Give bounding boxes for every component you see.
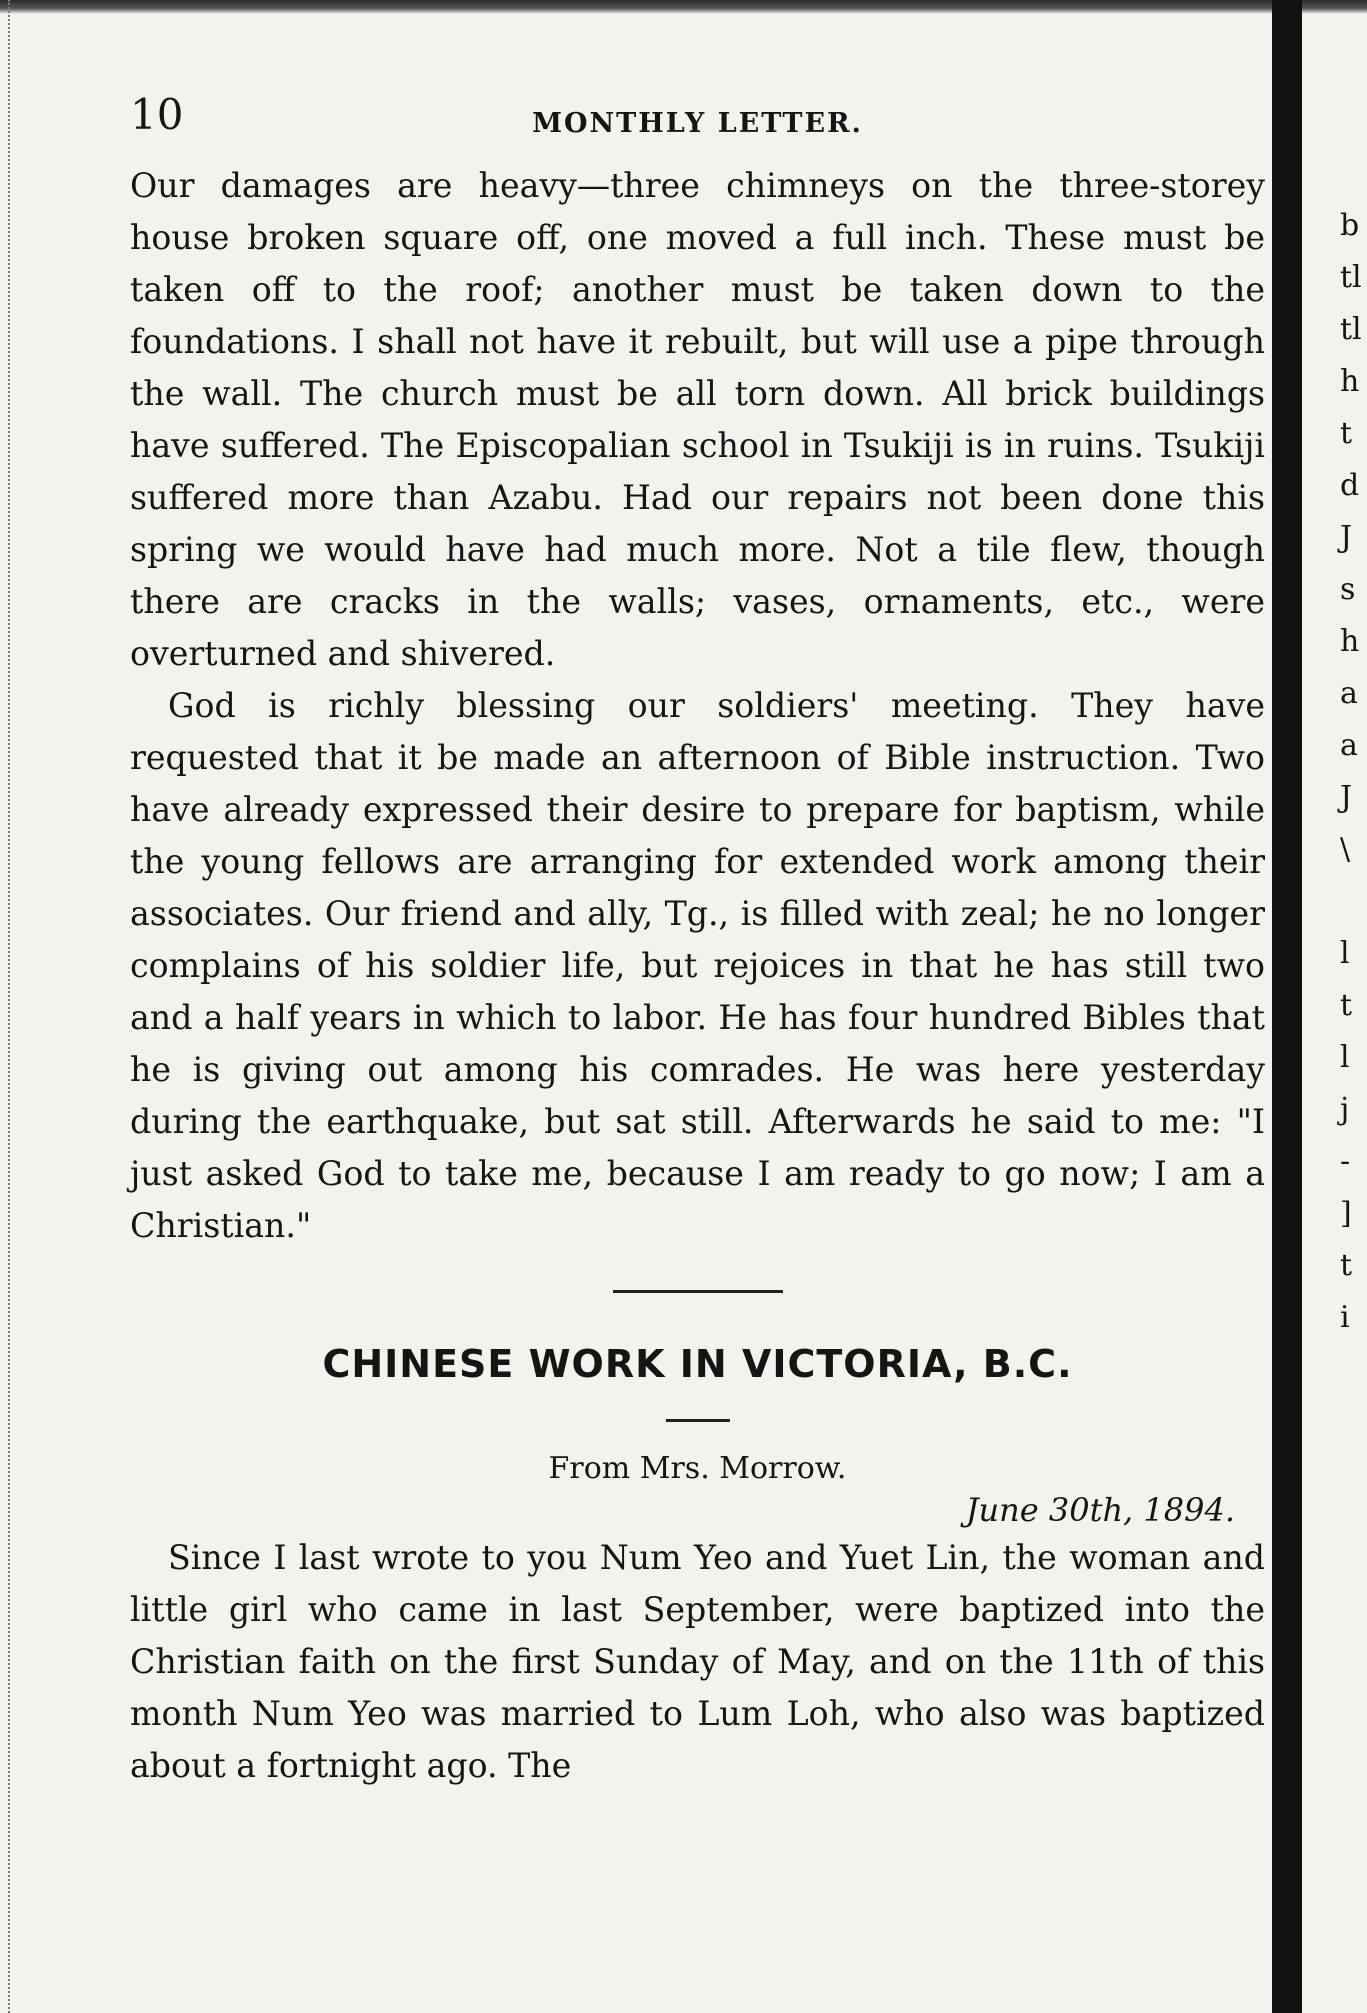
left-page-edge: [0, 0, 10, 2013]
byline: From Mrs. Morrow.: [548, 1451, 847, 1486]
facing-page-fragment: j: [1340, 1092, 1350, 1127]
page-header: [130, 90, 1265, 160]
paragraph-soldiers-meeting: God is richly blessing our soldiers' meeting. They have requested that it be made an afternoon of Bible instruction. Two have already expressed their desire to prepare for baptism, while the young fellows are arranging for extended work among their associates. Our friend and ally, Tg., is filled with zeal; he no longer complains of his soldier life, but rejoices in that he has still two and a half years in which to labor. He has four hundred Bibles that he is giving out among his comrades. He was here yesterday during the earthquake, but sat still. Afterwards he said to me: "I just asked God to take me, because I am ready to go now; I am a Christian.": [130, 686, 1265, 1245]
facing-page-fragment: t: [1340, 988, 1353, 1023]
book-spine-shadow: [1272, 0, 1302, 2013]
facing-page-fragment: tl: [1340, 260, 1362, 295]
section-divider: [613, 1290, 783, 1293]
facing-page-fragments: [1340, 200, 1367, 1344]
heading-divider: [666, 1419, 730, 1422]
facing-page-fragment: h: [1340, 364, 1360, 399]
facing-page-fragment: -: [1340, 1144, 1351, 1179]
top-edge-rule: [0, 0, 1367, 14]
paragraph-victoria: Since I last wrote to you Num Yeo and Yuet Lin, the woman and little girl who came in last September, were baptized into the Christian faith on the first Sunday of May, and on the 11th of this month Num Yeo was married to Lum Loh, who also was baptized about a fortnight ago. The: [130, 1538, 1265, 1785]
facing-page-fragment: h: [1340, 624, 1360, 659]
facing-page-fragment: l: [1340, 1040, 1350, 1075]
facing-page-fragment: \: [1340, 832, 1351, 867]
facing-page-fragment: b: [1340, 208, 1360, 243]
section-heading: CHINESE WORK IN VICTORIA, B.C.: [322, 1342, 1073, 1386]
facing-page-fragment: t: [1340, 1248, 1353, 1283]
facing-page-fragment: [1340, 876, 1367, 928]
facing-page-fragment: J: [1340, 520, 1353, 555]
facing-page-fragment: s: [1340, 572, 1356, 607]
body-text: [130, 160, 1265, 1792]
page-content: [130, 90, 1265, 1792]
facing-page-fragment: a: [1340, 676, 1358, 711]
facing-page-fragment: a: [1340, 728, 1358, 763]
running-title: MONTHLY LETTER.: [532, 108, 863, 139]
facing-page-fragment: t: [1340, 416, 1353, 451]
facing-page-fragment: l: [1340, 936, 1350, 971]
facing-page-fragment: d: [1340, 468, 1360, 503]
facing-page-fragment: tl: [1340, 312, 1362, 347]
dateline: June 30th, 1894.: [965, 1491, 1235, 1529]
paragraph-damages: Our damages are heavy—three chimneys on the three-storey house broken square off, one moved a full inch. These must be taken off to the roof; another must be taken down to the foundations. I shall not have it rebuilt, but will use a pipe through the wall. The church must be all torn down. All brick buildings have suffered. The Episcopalian school in Tsukiji is in ruins. Tsukiji suffered more than Azabu. Had our repairs not been done this spring we would have had much more. Not a tile flew, though there are cracks in the walls; vases, ornaments, etc., were overturned and shivered.: [130, 166, 1265, 673]
facing-page-fragment: J: [1340, 780, 1353, 815]
facing-page-fragment: ]: [1340, 1196, 1352, 1231]
page-number: 10: [130, 90, 184, 139]
facing-page-fragment: i: [1340, 1300, 1350, 1335]
